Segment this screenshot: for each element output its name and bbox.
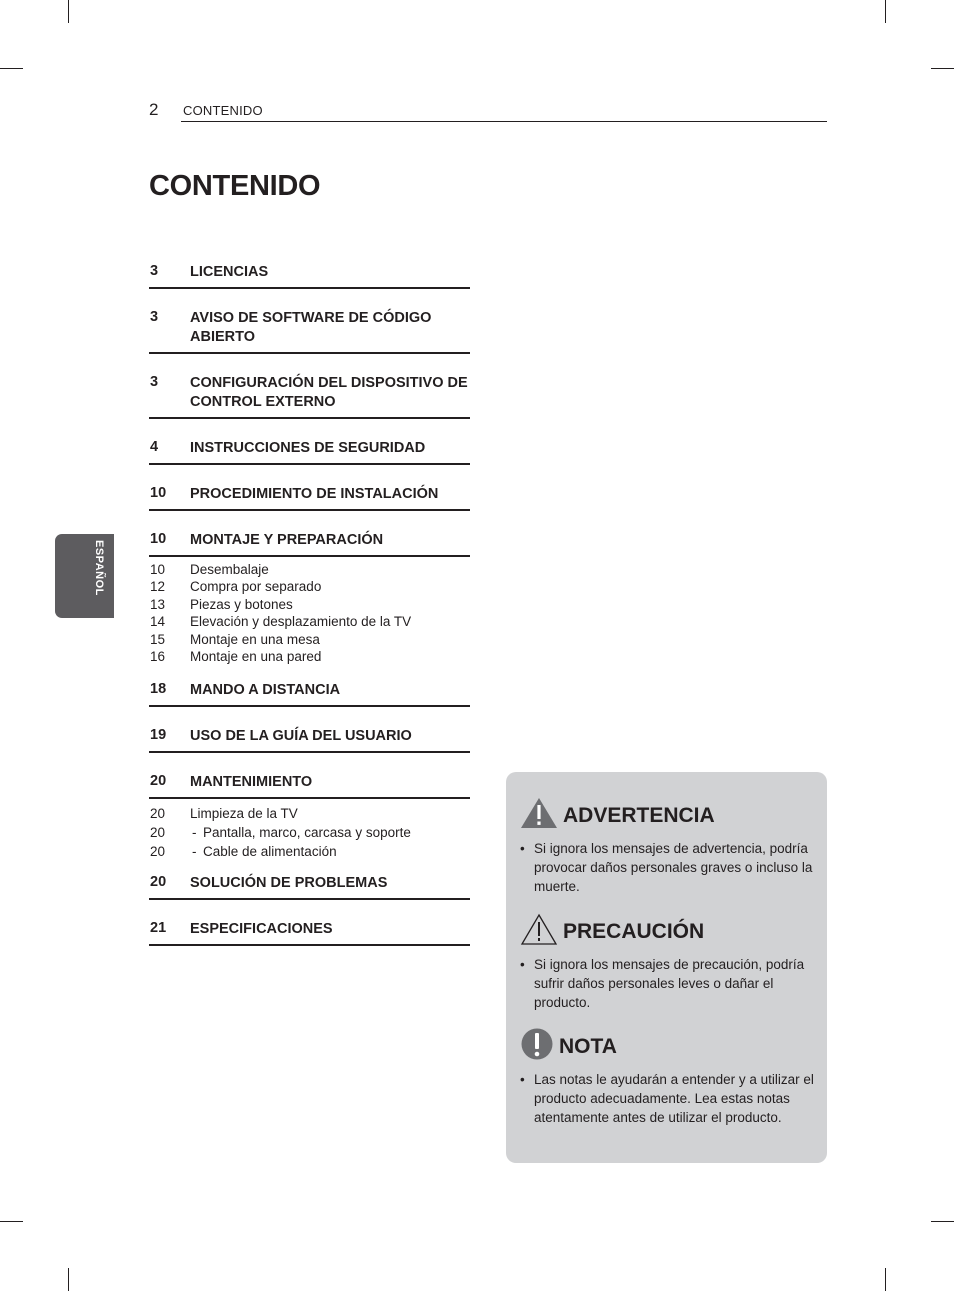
language-side-tab — [55, 534, 114, 618]
toc-entry-guia[interactable] — [149, 727, 470, 753]
crop-mark — [68, 0, 69, 23]
toc-title: MANTENIMIENTO — [190, 774, 313, 790]
caution-outline-icon — [520, 913, 558, 950]
safety-notice-box — [506, 772, 827, 1163]
toc-page-number: 18 — [150, 681, 167, 697]
toc-entry-configuracion[interactable] — [149, 374, 470, 419]
language-side-tab-label: ESPAÑOL — [93, 540, 105, 596]
toc-sub-page-number: 12 — [150, 579, 166, 595]
caution-notice — [506, 913, 827, 1012]
toc-title: INSTRUCCIONES DE SEGURIDAD — [190, 440, 426, 456]
toc-subentry[interactable] — [149, 613, 470, 630]
bullet: • — [520, 1072, 525, 1087]
toc-title: AVISO DE SOFTWARE DE CÓDIGO ABIERTO — [190, 310, 432, 345]
toc-subentry[interactable] — [149, 842, 470, 861]
toc-page-number: 3 — [150, 374, 159, 390]
toc-sub-page-number: 16 — [150, 648, 166, 664]
bullet: • — [520, 841, 525, 856]
crop-mark — [885, 1268, 886, 1291]
toc-sub-title: Compra por separado — [190, 579, 322, 595]
toc-sub-title: Montaje en una pared — [190, 648, 322, 664]
toc-subentry[interactable] — [149, 596, 470, 613]
toc-subentry[interactable] — [149, 648, 470, 665]
toc-page-number: 3 — [150, 263, 159, 279]
crop-mark — [0, 1221, 23, 1222]
toc-page-number: 10 — [150, 485, 167, 501]
toc-page-number: 21 — [150, 920, 167, 936]
bullet: • — [520, 957, 525, 972]
warning-notice — [506, 797, 827, 896]
note-notice — [506, 1028, 827, 1127]
toc-title: USO DE LA GUÍA DEL USUARIO — [190, 728, 412, 744]
note-exclamation-icon — [520, 1028, 554, 1067]
toc-entry-mantenimiento[interactable] — [149, 773, 470, 861]
toc-subentry[interactable] — [149, 804, 470, 823]
toc-sub-page-number: 15 — [150, 631, 166, 647]
warning-filled-icon — [520, 797, 558, 834]
toc-sub-title: Piezas y botones — [190, 596, 293, 612]
crop-mark — [931, 68, 954, 69]
toc-sub-title: Cable de alimentación — [203, 844, 337, 859]
toc-page-number: 3 — [150, 309, 159, 325]
crop-mark — [68, 1268, 69, 1291]
toc-title: PROCEDIMIENTO DE INSTALACIÓN — [190, 486, 439, 502]
toc-sub-page-number: 20 — [150, 806, 166, 821]
warning-label: ADVERTENCIA — [563, 804, 715, 827]
toc-entry-licencias[interactable] — [149, 263, 470, 289]
toc-entry-seguridad[interactable] — [149, 439, 470, 465]
toc-entry-montaje[interactable] — [149, 531, 470, 665]
toc-sub-dash: - — [192, 825, 197, 840]
toc-entry-especificaciones[interactable] — [149, 920, 470, 946]
page-title: CONTENIDO — [149, 170, 321, 202]
toc-sub-title: Desembalaje — [190, 562, 269, 577]
toc-entry-instalacion[interactable] — [149, 485, 470, 511]
warning-text: Si ignora los mensajes de advertencia, podría provocar daños personales graves o incluso la muerte. — [534, 841, 813, 894]
toc-subentry[interactable] — [149, 823, 470, 842]
note-text: Las notas le ayudarán a entender y a utilizar el producto adecuadamente. Lea estas notas atentamente antes de utilizar el producto. — [534, 1072, 814, 1125]
toc-sub-page-number: 13 — [150, 596, 166, 612]
crop-mark — [885, 0, 886, 23]
toc-title: SOLUCIÓN DE PROBLEMAS — [190, 875, 388, 891]
caution-text: Si ignora los mensajes de precaución, podría sufrir daños personales leves o dañar el producto. — [534, 957, 805, 1010]
toc-title: CONFIGURACIÓN DEL DISPOSITIVO DE CONTROL EXTERNO — [190, 375, 468, 410]
toc-subentry[interactable] — [149, 631, 470, 648]
toc-title: ESPECIFICACIONES — [190, 921, 333, 937]
toc-page-number: 19 — [150, 727, 167, 743]
toc-title: MANDO A DISTANCIA — [190, 682, 341, 698]
note-label: NOTA — [559, 1035, 617, 1058]
page-number: 2 — [149, 100, 159, 119]
crop-mark — [931, 1221, 954, 1222]
toc-entry-aviso-software[interactable] — [149, 309, 470, 354]
toc-sub-page-number: 10 — [150, 562, 166, 577]
toc-page-number: 20 — [150, 874, 167, 890]
toc-subentry[interactable] — [149, 561, 470, 578]
toc-sub-page-number: 20 — [150, 844, 166, 859]
toc-entry-problemas[interactable] — [149, 874, 470, 900]
toc-subentry[interactable] — [149, 578, 470, 595]
toc-sub-page-number: 14 — [150, 614, 166, 630]
toc-sub-title: Montaje en una mesa — [190, 631, 320, 647]
toc-title: MONTAJE Y PREPARACIÓN — [190, 532, 384, 548]
toc-title: LICENCIAS — [190, 264, 269, 280]
header-rule — [181, 121, 827, 122]
crop-mark — [0, 68, 23, 69]
caution-label: PRECAUCIÓN — [563, 920, 705, 943]
toc-entry-mando[interactable] — [149, 681, 470, 707]
toc-page-number: 4 — [150, 439, 159, 455]
running-header-title: CONTENIDO — [183, 103, 263, 118]
toc-sub-title: Elevación y desplazamiento de la TV — [190, 614, 412, 630]
toc-sub-page-number: 20 — [150, 825, 166, 840]
toc-page-number: 10 — [150, 531, 167, 547]
toc-page-number: 20 — [150, 773, 167, 789]
toc-sub-title: Limpieza de la TV — [190, 806, 298, 821]
toc-sub-title: Pantalla, marco, carcasa y soporte — [203, 825, 411, 840]
toc-sub-dash: - — [192, 844, 197, 859]
